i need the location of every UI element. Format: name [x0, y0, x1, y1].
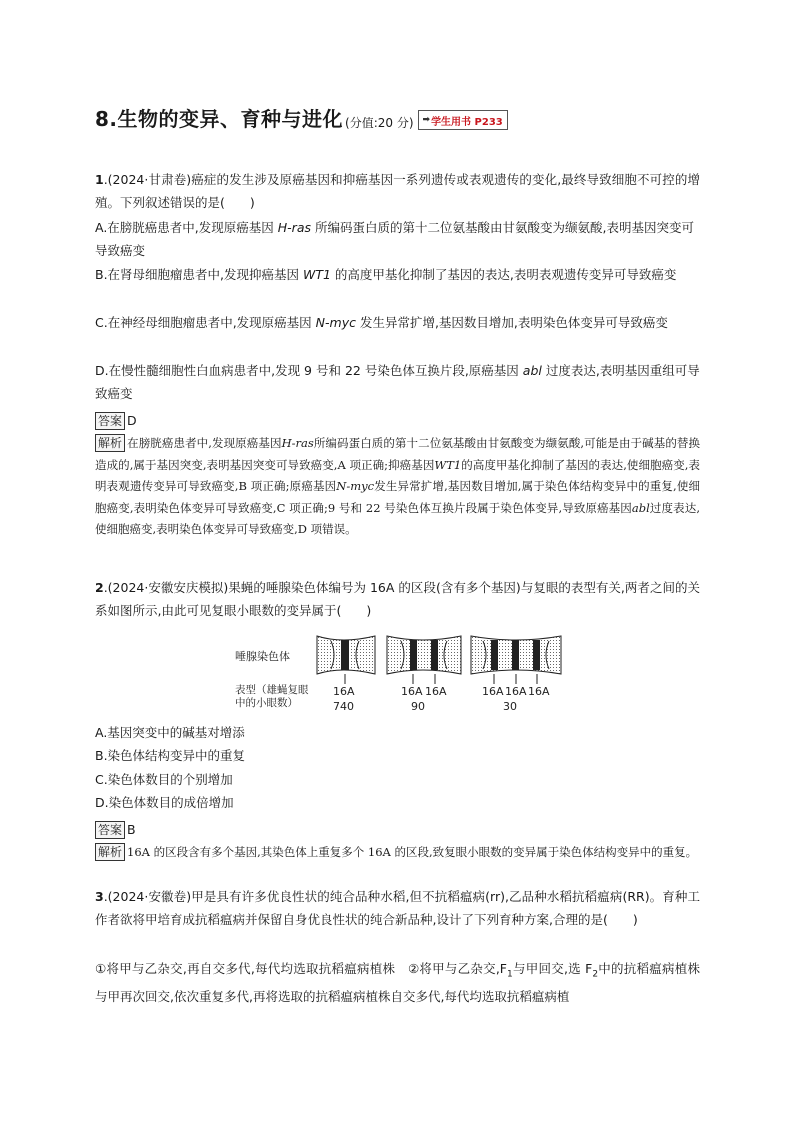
explanation-tag: 解析	[95, 843, 125, 861]
question-2-explanation: 解析 16A 的区段含有多个基因,其染色体上重复多个 16A 的区段,致复眼小眼数的变异属于染色体结构变异中的重复。	[95, 842, 700, 864]
chromosome-2	[387, 636, 461, 684]
question-1-explanation: 解析 在膀胱癌患者中,发现原癌基因H-ras所编码蛋白质的第十二位氨基酸由甘氨酸变为缬氨酸,可能是由于碱基的替换造成的,属于基因突变,表明基因突变可导致癌变,A 项正确;抑癌基因WT1的高度甲基化抑制了基因的表达,使细胞癌变,表明表观遗传变异可导致癌变,B 项正确;原癌基因N-myc发生异常扩增,基因数目增加,属于染色体结构变异中的重复,使细胞癌变,表明染色体变异可导致癌变,C 项正确;9 号和 22 号染色体互换片段属于染色体变异,导致原癌基因abl过度表达,使细胞癌变,表明染色体变异可导致癌变,D 项错误。	[95, 436, 701, 537]
segment-label: 16A	[401, 685, 423, 698]
question-2-stem: 2.(2024·安徽安庆模拟)果蝇的唾腺染色体编号为 16A 的区段(含有多个基因)与复眼的表型有关,两者之间的关系如图所示,由此可见复眼小眼数的变异属于( )	[95, 580, 700, 618]
figure-phenotype-label-2: 中的小眼数）	[235, 697, 298, 709]
arrow-icon: ➡	[422, 115, 431, 125]
chromosome-figure	[235, 632, 565, 722]
question-1-option-c: C.在神经母细胞瘤患者中,发现原癌基因 N-myc 发生异常扩增,基因数目增加,表明染色体变异可导致癌变	[95, 315, 668, 330]
section-header	[95, 105, 508, 133]
student-book-label: 学生用书 P233	[431, 116, 503, 128]
question-2-option-a: A.基因突变中的碱基对增添	[95, 725, 245, 740]
answer-value: D	[127, 413, 137, 428]
answer-tag: 答案	[95, 821, 125, 839]
question-2-option-b: B.染色体结构变异中的重复	[95, 748, 246, 763]
student-book-link[interactable]	[418, 110, 508, 130]
question-1-option-d: D.在慢性髓细胞性白血病患者中,发现 9 号和 22 号染色体互换片段,原癌基因 abl 过度表达,表明基因重组可导致癌变	[95, 363, 700, 401]
segment-label: 16A	[333, 685, 355, 698]
question-1-answer	[95, 411, 700, 431]
question-3-scheme: ①将甲与乙杂交,再自交多代,每代均选取抗稻瘟病植株 ②将甲与乙杂交$,F_1$与甲回交,选 $F_2$中的抗稻瘟病植株与甲再次回交,依次重复多代,再将选取的抗稻瘟病植株自交多代,每代均选取抗稻瘟病植	[95, 961, 700, 1004]
question-3-stem: 3.(2024·安徽卷)甲是具有许多优良性状的纯合品种水稻,但不抗稻瘟病(rr),乙品种水稻抗稻瘟病(RR)。育种工作者欲将甲培育成抗稻瘟病并保留自身优良性状的纯合新品种,设计了下列育种方案,合理的是( )	[95, 889, 700, 927]
segment-label: 16A	[482, 685, 504, 698]
segment-label: 16A	[505, 685, 527, 698]
question-1-stem: 1.(2024·甘肃卷)癌症的发生涉及原癌基因和抑癌基因一系列遗传或表观遗传的变化,最终导致细胞不可控的增殖。下列叙述错误的是( )	[95, 172, 700, 210]
eye-count-1: 740	[333, 700, 354, 713]
score-note: (分值:20 分)	[345, 116, 414, 130]
figure-phenotype-label-1: 表型（雄蝇复眼	[235, 684, 309, 696]
eye-count-3: 30	[503, 700, 517, 713]
section-title: 8.生物的变异、育种与进化	[95, 107, 344, 131]
question-2-answer	[95, 820, 700, 840]
segment-label: 16A	[425, 685, 447, 698]
eye-count-2: 90	[411, 700, 425, 713]
question-1-option-b: B.在肾母细胞瘤患者中,发现抑癌基因 WT1 的高度甲基化抑制了基因的表达,表明表观遗传变异可导致癌变	[95, 267, 677, 282]
answer-tag: 答案	[95, 412, 125, 430]
question-2-option-c: C.染色体数目的个别增加	[95, 772, 233, 787]
chromosome-1	[317, 636, 375, 684]
answer-value: B	[127, 822, 136, 837]
question-2-option-d: D.染色体数目的成倍增加	[95, 795, 234, 810]
explanation-tag: 解析	[95, 434, 125, 452]
figure-row-label: 唾腺染色体	[235, 650, 290, 663]
question-1-option-a: A.在膀胱癌患者中,发现原癌基因 H-ras 所编码蛋白质的第十二位氨基酸由甘氨酸变为缬氨酸,表明基因突变可导致癌变	[95, 220, 694, 258]
segment-label: 16A	[528, 685, 550, 698]
chromosome-3	[471, 636, 561, 684]
